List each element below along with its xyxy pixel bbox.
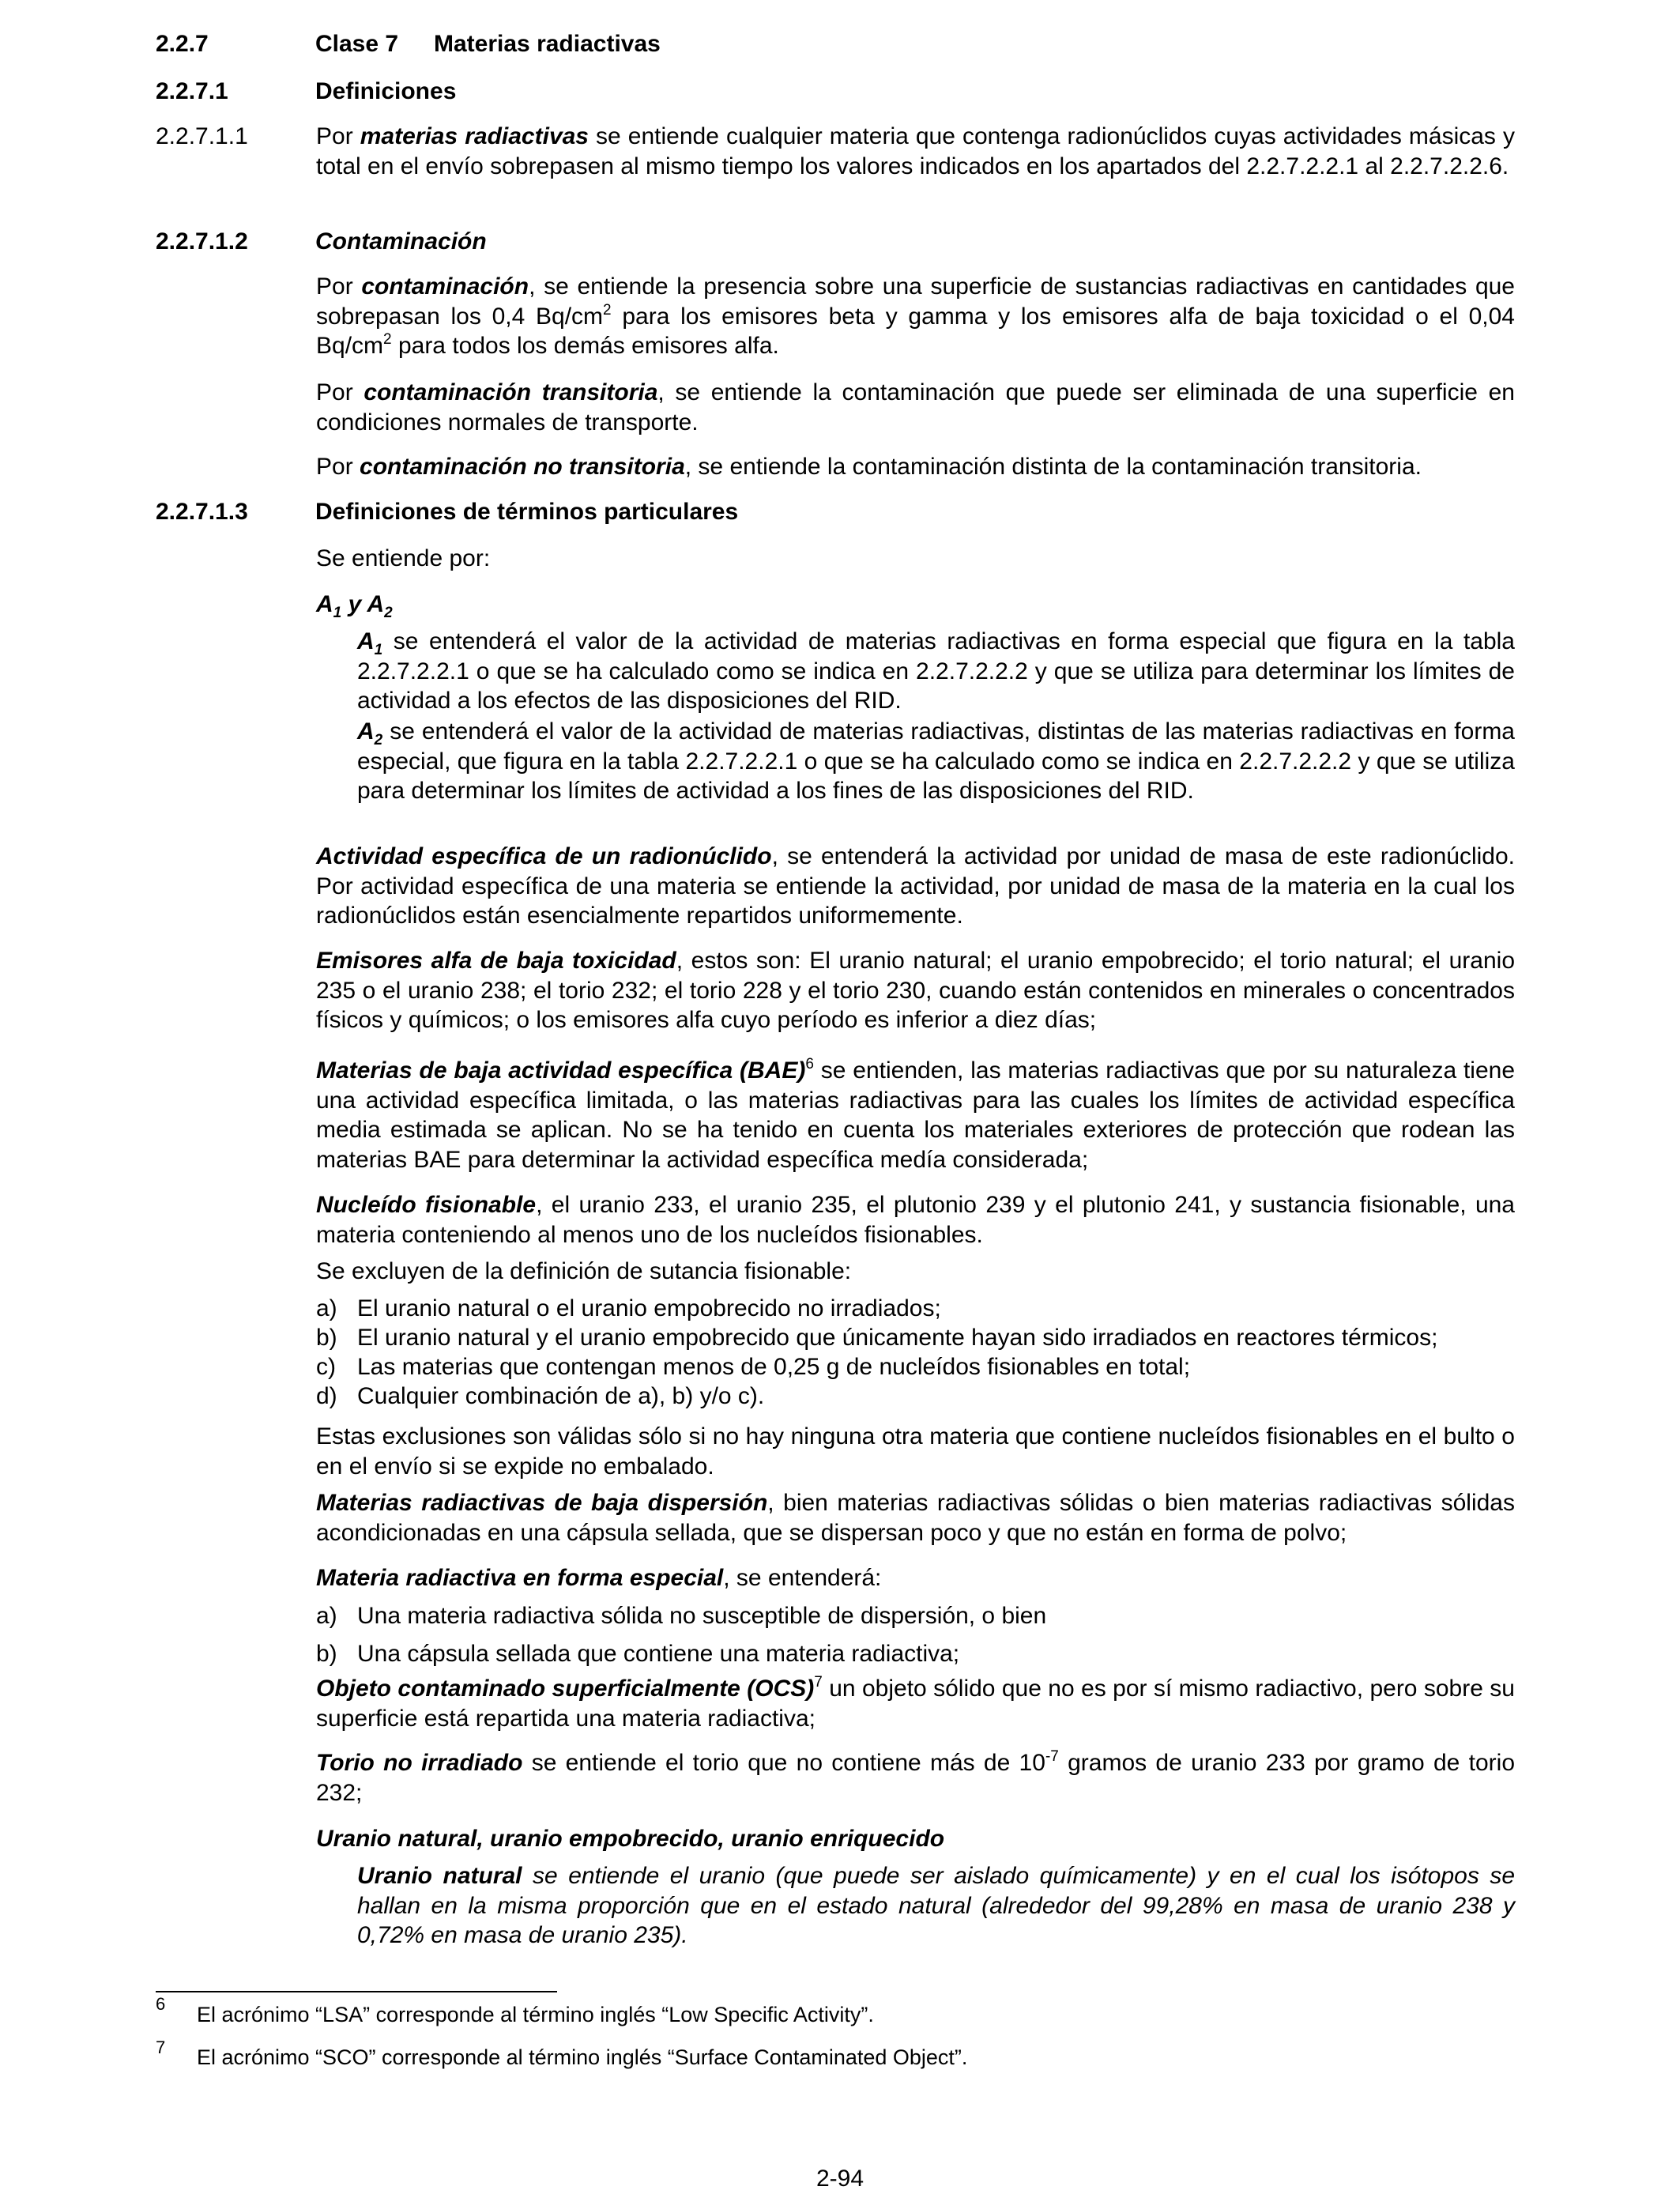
section-number: 2.2.7.1.1 bbox=[156, 123, 248, 149]
defined-term: contaminación transitoria bbox=[363, 379, 658, 405]
subscript: 2 bbox=[384, 605, 393, 621]
defined-term: Objeto contaminado superficialmente (OCS) bbox=[316, 1676, 815, 1702]
footnote-ref: 7 bbox=[814, 1674, 823, 1691]
defined-term: Nucleído fisionable bbox=[316, 1192, 537, 1218]
paragraph-a2 bbox=[357, 717, 1515, 806]
defined-term: contaminación bbox=[361, 273, 529, 300]
section-number: 2.2.7.1.2 bbox=[156, 228, 248, 254]
paragraph-torio-no-irradiado bbox=[316, 1748, 1515, 1808]
list-label: b) bbox=[316, 1641, 337, 1667]
list-label: b) bbox=[316, 1325, 337, 1351]
list-label: d) bbox=[316, 1383, 337, 1409]
list-text: Una materia radiactiva sólida no susceptible de dispersión, o bien bbox=[357, 1603, 1047, 1629]
section-number: 2.2.7.1.3 bbox=[156, 499, 248, 525]
defined-term: contaminación no transitoria bbox=[360, 454, 685, 480]
paragraph-uranio-natural bbox=[357, 1861, 1515, 1951]
text: se entienden, las materias radiactivas que por su naturaleza tiene una actividad específica limitada, o las materias radiactivas para las cuales los límites de actividad específica media estimada se aplican. No se ha tenido en cuenta los materiales exteriores de protección que rodean las materias BAE para determinar la actividad específica medía considerada; bbox=[316, 1057, 1516, 1173]
paragraph-contaminacion bbox=[316, 272, 1515, 361]
text: un objeto sólido que no es por sí mismo radiactivo, pero sobre su superficie está repartida una materia radiactiva; bbox=[316, 1676, 1515, 1732]
text: , se entiende la presencia sobre una superficie de sustancias radiactivas en cantidades que sobrepasan los 0,4 Bq/cm bbox=[316, 273, 1515, 330]
section-title: Definiciones de términos particulares bbox=[315, 499, 739, 525]
text: Por bbox=[316, 123, 360, 149]
text: , el uranio 233, el uranio 235, el plutonio 239 y el plutonio 241, y sustancia fisionable, una materia conteniendo al menos uno de los nucleídos fisionables. bbox=[316, 1192, 1515, 1248]
subscript: 1 bbox=[374, 642, 383, 658]
section-title: Contaminación bbox=[315, 228, 487, 254]
paragraph-actividad-especifica bbox=[316, 842, 1515, 931]
text: se entenderá el valor de la actividad de materias radiactivas, distintas de las materias radiactivas en forma especial, que figura en la tabla 2.2.7.2.2.1 o que se ha calculado como se indica en 2.2.7.2.2.2 y que se utiliza para determinar los límites de actividad a los fines de las disposiciones del RID. bbox=[357, 718, 1515, 804]
section-number: 2.2.7 bbox=[156, 31, 209, 57]
defined-term: Materias radiactivas de baja dispersión bbox=[316, 1490, 768, 1516]
list-label: a) bbox=[316, 1603, 337, 1629]
text: , se entiende la contaminación distinta de la contaminación transitoria. bbox=[684, 454, 1422, 480]
paragraph-baja-dispersion bbox=[316, 1488, 1515, 1547]
paragraph-se-entiende-por: Se entiende por: bbox=[316, 545, 491, 571]
paragraph-exclusion-intro: Se excluyen de la definición de sutancia fisionable: bbox=[316, 1258, 852, 1284]
text: se entiende cualquier materia que contenga radionúclidos cuyas actividades másicas y total en el envío sobrepasen al mismo tiempo los valores indicados en los apartados del 2.2.7.2.2.1 al 2.2.7.2.2.6. bbox=[316, 123, 1515, 179]
text: , se entenderá: bbox=[723, 1565, 882, 1591]
text: se entiende el torio que no contiene más de 10 bbox=[522, 1750, 1045, 1776]
text: para los emisores beta y gamma y los emisores alfa de baja toxicidad o el 0,04 Bq/cm bbox=[316, 303, 1515, 359]
paragraph-contaminacion-no-transitoria bbox=[316, 452, 1515, 482]
footnote-number: 7 bbox=[156, 2038, 166, 2057]
superscript: 2 bbox=[603, 301, 612, 319]
defined-term: Materias de baja actividad específica (BAE) bbox=[316, 1057, 806, 1084]
text: Por bbox=[316, 379, 364, 405]
text: se entiende el uranio (que puede ser aislado químicamente) y en el cual los isótopos se hallan en la misma proporción que en el estado natural (alrededor del 99,28% en masa de uranio 238 y 0,72% en masa de uranio 235). bbox=[357, 1863, 1516, 1948]
text: gramos de uranio 233 por gramo de torio 232; bbox=[316, 1750, 1516, 1806]
paragraph-nucleido-fisionable bbox=[316, 1190, 1515, 1250]
list-text: Una cápsula sellada que contiene una materia radiactiva; bbox=[357, 1641, 960, 1667]
footnote-ref: 6 bbox=[805, 1056, 814, 1072]
section-title: Definiciones bbox=[315, 78, 457, 104]
list-label: c) bbox=[316, 1354, 336, 1380]
footnote-separator bbox=[156, 1991, 557, 1992]
paragraph-contaminacion-transitoria bbox=[316, 378, 1515, 437]
text: , se entenderá la actividad por unidad de masa de este radionúclido. Por actividad específica de una materia se entiende la actividad, por unidad de masa de la materia en la cual los radionúclidos están esencialmente repartidos uniformemente. bbox=[316, 843, 1516, 929]
defined-term: Uranio natural bbox=[357, 1863, 522, 1889]
footnote-text: El acrónimo “SCO” corresponde al término inglés “Surface Contaminated Object”. bbox=[197, 2045, 968, 2069]
footnote-number: 6 bbox=[156, 1994, 166, 2014]
text: A bbox=[316, 591, 333, 617]
text: Por bbox=[316, 454, 360, 480]
symbol: A bbox=[357, 628, 375, 654]
subscript: 1 bbox=[333, 605, 342, 621]
list-text: El uranio natural y el uranio empobrecido que únicamente hayan sido irradiados en reactores térmicos; bbox=[357, 1325, 1438, 1351]
defined-term: materias radiactivas bbox=[360, 123, 589, 149]
subscript: 2 bbox=[374, 732, 383, 748]
subheading-uranio: Uranio natural, uranio empobrecido, uranio enriquecido bbox=[316, 1826, 945, 1852]
text: se entenderá el valor de la actividad de materias radiactivas en forma especial que figura en la tabla 2.2.7.2.2.1 o que se ha calculado como se indica en 2.2.7.2.2.2 y que se utiliza para determinar los límites de actividad a los efectos de las disposiciones del RID. bbox=[357, 628, 1515, 714]
text: , bien materias radiactivas sólidas o bien materias radiactivas sólidas acondicionadas en una cápsula sellada, que se dispersan poco y que no están en forma de polvo; bbox=[316, 1490, 1515, 1546]
list-text: El uranio natural o el uranio empobrecido no irradiados; bbox=[357, 1295, 941, 1321]
defined-term: Materia radiactiva en forma especial bbox=[316, 1565, 724, 1591]
text: para todos los demás emisores alfa. bbox=[391, 333, 779, 359]
subheading-a1-a2 bbox=[316, 590, 1515, 620]
text: , estos son: El uranio natural; el uranio empobrecido; el torio natural; el uranio 235 o el uranio 238; el torio 232; el torio 228 y el torio 230, cuando están contenidos en minerales o concentrados físicos y químicos; o los emisores alfa cuyo período es inferior a diez días; bbox=[316, 948, 1516, 1033]
page-number: 2-94 bbox=[816, 2166, 864, 2192]
list-label: a) bbox=[316, 1295, 337, 1321]
list-text: Cualquier combinación de a), b) y/o c). bbox=[357, 1383, 765, 1409]
paragraph-forma-especial bbox=[316, 1563, 1515, 1593]
paragraph-emisores-alfa bbox=[316, 946, 1515, 1035]
text: , se entiende la contaminación que puede ser eliminada de una superficie en condiciones normales de transporte. bbox=[316, 379, 1515, 435]
symbol: A bbox=[357, 718, 375, 745]
defined-term: Torio no irradiado bbox=[316, 1750, 523, 1776]
section-number: 2.2.7.1 bbox=[156, 78, 228, 104]
paragraph-materias-radiactivas bbox=[316, 122, 1515, 181]
text: y A bbox=[341, 591, 385, 617]
superscript: 2 bbox=[383, 331, 392, 348]
paragraph-bae bbox=[316, 1056, 1515, 1174]
paragraph-exclusion-note: Estas exclusiones son válidas sólo si no hay ninguna otra materia que contiene nucleídos fisionables en el bulto o en el envío si se expide no embalado. bbox=[316, 1423, 1515, 1480]
paragraph-ocs bbox=[316, 1674, 1515, 1733]
section-title: Materias radiactivas bbox=[434, 31, 661, 57]
section-class: Clase 7 bbox=[315, 31, 399, 57]
footnote-text: El acrónimo “LSA” corresponde al término inglés “Low Specific Activity”. bbox=[197, 2003, 874, 2026]
superscript: -7 bbox=[1045, 1748, 1059, 1765]
text: Por bbox=[316, 273, 362, 300]
list-text: Las materias que contengan menos de 0,25 g de nucleídos fisionables en total; bbox=[357, 1354, 1191, 1380]
defined-term: Actividad específica de un radionúclido bbox=[316, 843, 772, 869]
paragraph-a1 bbox=[357, 627, 1515, 716]
defined-term: Emisores alfa de baja toxicidad bbox=[316, 948, 676, 974]
